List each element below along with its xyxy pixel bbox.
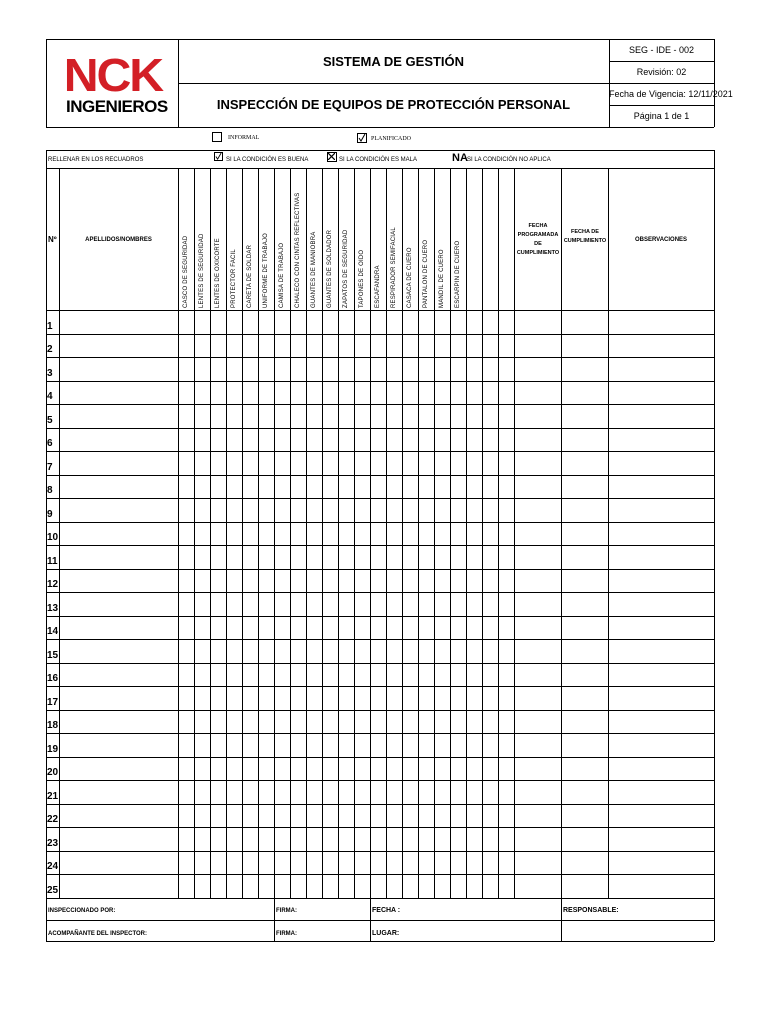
row-divider xyxy=(46,545,714,546)
row-divider xyxy=(46,851,714,852)
x-icon xyxy=(328,153,335,160)
row-number: 13 xyxy=(47,603,59,614)
fill-instruction: RELLENAR EN LOS RECUADROS xyxy=(48,157,144,163)
row-number: 25 xyxy=(47,885,59,896)
item-header: LENTES DE OXICORTE xyxy=(215,238,221,308)
row-divider xyxy=(46,804,714,805)
item-header: CASCO DE SEGURIDAD xyxy=(183,235,189,308)
row-divider xyxy=(46,498,714,499)
row-divider xyxy=(46,357,714,358)
row-number: 19 xyxy=(47,744,59,755)
item-header: PROTECTOR FACIL xyxy=(231,249,237,308)
na-label: SI LA CONDICIÓN NO APLICA xyxy=(467,157,551,163)
scheduled-date-header: FECHA PROGRAMADA DE CUMPLIMIENTO xyxy=(516,223,560,256)
item-header: MANDIL DE CUERO xyxy=(439,249,445,308)
document-title: INSPECCIÓN DE EQUIPOS DE PROTECCIÓN PERSONAL xyxy=(216,97,571,112)
logo-subtitle: INGENIEROS xyxy=(66,97,168,116)
informal-checkbox[interactable] xyxy=(212,132,222,142)
item-header: CAMISA DE TRABAJO xyxy=(279,242,285,308)
signature1-label: FIRMA: xyxy=(276,908,297,914)
companion-label: ACOMPAÑANTE DEL INSPECTOR: xyxy=(48,931,148,937)
row-number: 14 xyxy=(47,626,59,637)
item-header: UNIFORME DE TRABAJO xyxy=(263,232,269,308)
row-number: 21 xyxy=(47,791,59,802)
responsible-label: RESPONSABLE: xyxy=(563,907,619,914)
row-number: 4 xyxy=(47,391,53,402)
item-header: GUANTES DE MANIOBRA xyxy=(311,231,317,308)
row-number: 8 xyxy=(47,485,53,496)
item-header: RESPIRADOR SEMIFACIAL xyxy=(391,227,397,308)
page-number: Página 1 de 1 xyxy=(633,111,690,121)
row-number: 16 xyxy=(47,673,59,684)
row-divider xyxy=(46,522,714,523)
bad-checkbox xyxy=(327,152,337,162)
row-divider xyxy=(46,451,714,452)
number-header: Nº xyxy=(48,235,57,244)
good-label: SI LA CONDICIÓN ES BUENA xyxy=(226,157,309,163)
row-number: 12 xyxy=(47,579,59,590)
signature2-label: FIRMA: xyxy=(276,931,297,937)
row-divider xyxy=(46,663,714,664)
row-divider xyxy=(46,381,714,382)
row-number: 20 xyxy=(47,767,59,778)
row-divider xyxy=(46,757,714,758)
row-number: 24 xyxy=(47,861,59,872)
row-number: 5 xyxy=(47,415,53,426)
row-number: 10 xyxy=(47,532,59,543)
bad-label: SI LA CONDICIÓN ES MALA xyxy=(339,157,418,163)
place-label: LUGAR: xyxy=(372,930,400,937)
row-divider xyxy=(46,592,714,593)
item-header: CARETA DE SOLDAR xyxy=(247,244,253,308)
row-divider xyxy=(46,639,714,640)
check-icon xyxy=(215,153,222,160)
item-header: LENTES DE SEGURIDAD xyxy=(199,233,205,308)
planificado-label: PLANIFICADO xyxy=(371,136,412,142)
row-divider xyxy=(46,334,714,335)
na-mark: NA xyxy=(452,152,468,164)
row-divider xyxy=(46,686,714,687)
inspected-by-label: INSPECCIONADO POR: xyxy=(48,908,116,914)
logo-brand: NCK xyxy=(63,49,163,101)
row-divider xyxy=(46,733,714,734)
row-divider xyxy=(46,475,714,476)
company-logo xyxy=(63,49,168,120)
good-checkbox xyxy=(214,152,223,161)
row-divider xyxy=(46,874,714,875)
row-number: 1 xyxy=(47,321,53,332)
item-header: ESCARPIN DE CUERO xyxy=(455,240,461,308)
item-header: TAPONES DE OIDO xyxy=(359,249,365,308)
row-number: 7 xyxy=(47,462,53,473)
item-header: CASACA DE CUERO xyxy=(407,247,413,308)
row-divider xyxy=(46,710,714,711)
row-number: 15 xyxy=(47,650,59,661)
item-header: ESCAFANDRA xyxy=(375,265,381,308)
check-icon xyxy=(358,134,366,142)
item-header: PANTALON DE CUERO xyxy=(423,239,429,308)
item-header: CHALECO CON CINTAS REFLECTIVAS xyxy=(295,192,301,308)
item-header: ZAPATOS DE SEGURIDAD xyxy=(343,229,349,308)
system-title: SISTEMA DE GESTIÓN xyxy=(322,54,465,69)
row-divider xyxy=(46,569,714,570)
item-header: GUANTES DE SOLDADOR xyxy=(327,229,333,308)
revision: Revisión: 02 xyxy=(636,67,687,77)
row-number: 11 xyxy=(47,556,58,567)
row-number: 23 xyxy=(47,838,59,849)
row-divider xyxy=(46,404,714,405)
date-label: FECHA : xyxy=(372,907,401,914)
completion-date-header: FECHA DE CUMPLIMIENTO xyxy=(563,229,607,244)
names-header: APELLIDOS/NOMBRES xyxy=(85,237,152,243)
row-number: 2 xyxy=(47,344,53,355)
row-number: 22 xyxy=(47,814,59,825)
row-number: 9 xyxy=(47,509,53,520)
row-number: 17 xyxy=(47,697,59,708)
row-number: 18 xyxy=(47,720,59,731)
planificado-checkbox[interactable] xyxy=(357,133,367,143)
informal-label: INFORMAL xyxy=(228,135,260,141)
row-number: 6 xyxy=(47,438,53,449)
observations-header: OBSERVACIONES xyxy=(634,237,688,243)
row-divider xyxy=(46,827,714,828)
row-number: 3 xyxy=(47,368,53,379)
validity-date: Fecha de Vigencia: 12/11/2021 xyxy=(609,89,733,99)
document-code: SEG - IDE - 002 xyxy=(628,45,695,55)
row-divider xyxy=(46,780,714,781)
row-divider xyxy=(46,616,714,617)
row-divider xyxy=(46,428,714,429)
